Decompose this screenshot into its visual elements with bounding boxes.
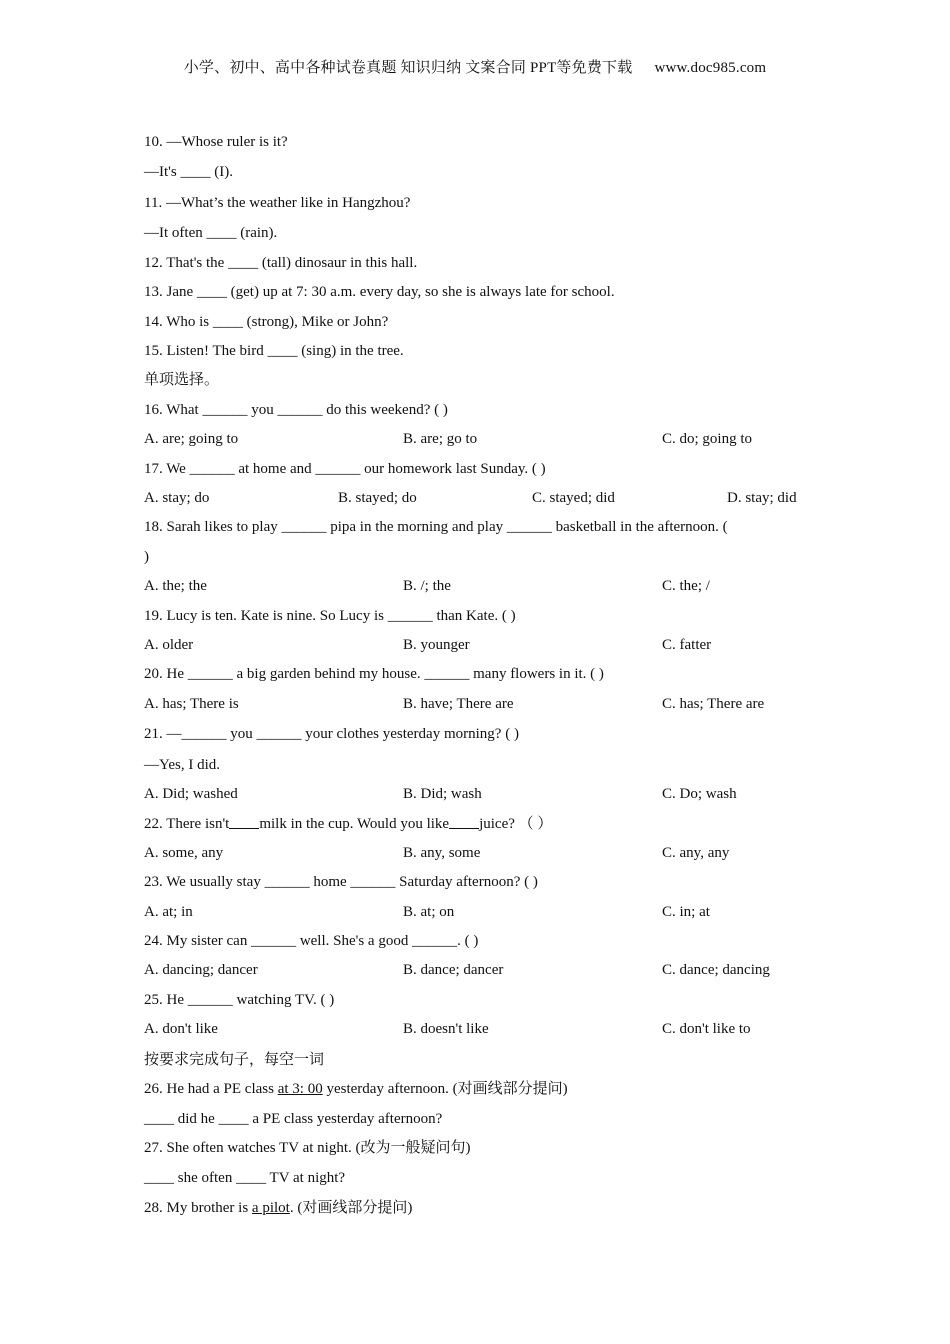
option-c: C. stayed; did [532, 490, 615, 507]
option-b: B. have; There are [403, 695, 514, 712]
question-22-part-1: 22. There isn't [144, 815, 230, 832]
options-16 [144, 425, 814, 454]
question-22 [144, 810, 814, 839]
question-21-answer: —Yes, I did. [144, 756, 220, 773]
option-c: C. fatter [662, 636, 712, 653]
question-22-part-3: juice? （ ） [479, 815, 553, 832]
options-21 [144, 780, 814, 809]
question-22-part-2: milk in the cup. Would you like [259, 815, 450, 832]
options-22 [144, 839, 814, 868]
underlined-phrase: a pilot [251, 1199, 290, 1216]
question-10: 10. —Whose ruler is it? [144, 134, 288, 150]
option-b: B. at; on [403, 903, 455, 920]
option-a: A. the; the [144, 578, 207, 595]
blank [449, 813, 479, 829]
option-a: A. has; There is [144, 695, 239, 712]
answer-27: ____ she often ____ TV at night? [144, 1170, 346, 1187]
option-a: A. older [144, 636, 194, 653]
option-a: A. stay; do [144, 490, 210, 507]
page-header [0, 56, 950, 77]
question-14: 14. Who is ____ (strong), Mike or John? [144, 313, 389, 330]
answer-26: ____ did he ____ a PE class yesterday afternoon? [144, 1110, 443, 1127]
question-13: 13. Jane ____ (get) up at 7: 30 a.m. every day, so she is always late for school. [144, 284, 615, 301]
answer-11: —It often ____ (rain). [144, 225, 278, 242]
options-23 [144, 898, 814, 927]
question-18: 18. Sarah likes to play ______ pipa in the morning and play ______ basketball in the afternoon. ( [144, 519, 728, 536]
option-a: A. don't like [144, 1021, 218, 1038]
option-b: B. younger [403, 636, 470, 653]
option-c: C. Do; wash [662, 786, 737, 803]
question-16: 16. What ______ you ______ do this weekend? ( ) [144, 401, 448, 418]
question-12: 12. That's the ____ (tall) dinosaur in this hall. [144, 254, 418, 271]
option-a: A. some, any [144, 844, 224, 861]
question-20: 20. He ______ a big garden behind my house. ______ many flowers in it. ( ) [144, 666, 604, 683]
option-c: C. has; There are [662, 695, 765, 712]
option-b: B. are; go to [403, 431, 478, 448]
question-26 [144, 1075, 814, 1104]
option-a: A. are; going to [144, 431, 239, 448]
question-15: 15. Listen! The bird ____ (sing) in the tree. [144, 343, 404, 360]
option-d: D. stay; did [727, 490, 797, 507]
option-b: B. dance; dancer [403, 962, 504, 979]
question-25: 25. He ______ watching TV. ( ) [144, 991, 335, 1008]
option-b: B. Did; wash [403, 786, 482, 803]
question-17: 17. We ______ at home and ______ our homework last Sunday. ( ) [144, 460, 546, 477]
option-c: C. any, any [662, 844, 730, 861]
option-c: C. the; / [662, 578, 710, 595]
answer-10: —It's ____ (I). [144, 164, 233, 181]
option-b: B. /; the [403, 578, 451, 595]
options-19 [144, 631, 814, 660]
option-a: A. dancing; dancer [144, 962, 258, 979]
options-24 [144, 956, 814, 985]
underlined-phrase: at 3: 00 [277, 1081, 323, 1098]
option-a: A. Did; washed [144, 786, 238, 803]
question-28-part-1: 28. My brother is [144, 1199, 252, 1216]
question-28-part-2: . (对画线部分提问) [289, 1199, 413, 1216]
option-b: B. any, some [403, 844, 481, 861]
options-18 [144, 572, 814, 601]
question-28 [144, 1194, 814, 1223]
options-25 [144, 1015, 814, 1044]
question-18-cont: ) [144, 548, 149, 565]
worksheet-content [144, 128, 814, 1223]
question-24: 24. My sister can ______ well. She's a good ______. ( ) [144, 933, 479, 950]
question-26-part-2: yesterday afternoon. (对画线部分提问) [322, 1081, 568, 1098]
option-c: C. in; at [662, 903, 710, 920]
question-23: 23. We usually stay ______ home ______ Saturday afternoon? ( ) [144, 874, 538, 891]
header-site: www.doc985.com [654, 60, 767, 76]
option-b: B. doesn't like [403, 1021, 489, 1038]
section-heading-mc: 单项选择。 [144, 372, 220, 389]
options-17 [144, 484, 814, 513]
question-26-part-1: 26. He had a PE class [144, 1081, 278, 1098]
question-21: 21. —______ you ______ your clothes yesterday morning? ( ) [144, 726, 519, 743]
option-c: C. don't like to [662, 1021, 751, 1038]
option-c: C. dance; dancing [662, 962, 770, 979]
option-a: A. at; in [144, 903, 193, 920]
option-b: B. stayed; do [338, 490, 417, 507]
options-20 [144, 690, 814, 719]
section-heading-sentences: 按要求完成句子，每空一词 [144, 1051, 325, 1068]
header-text: 小学、初中、高中各种试卷真题 知识归纳 文案合同 PPT等免费下载 [183, 60, 633, 76]
question-11: 11. —What’s the weather like in Hangzhou? [144, 194, 411, 211]
question-19: 19. Lucy is ten. Kate is nine. So Lucy is ______ than Kate. ( ) [144, 607, 516, 624]
question-27: 27. She often watches TV at night. (改为一般疑问句) [144, 1139, 471, 1156]
blank [229, 813, 259, 829]
option-c: C. do; going to [662, 431, 753, 448]
